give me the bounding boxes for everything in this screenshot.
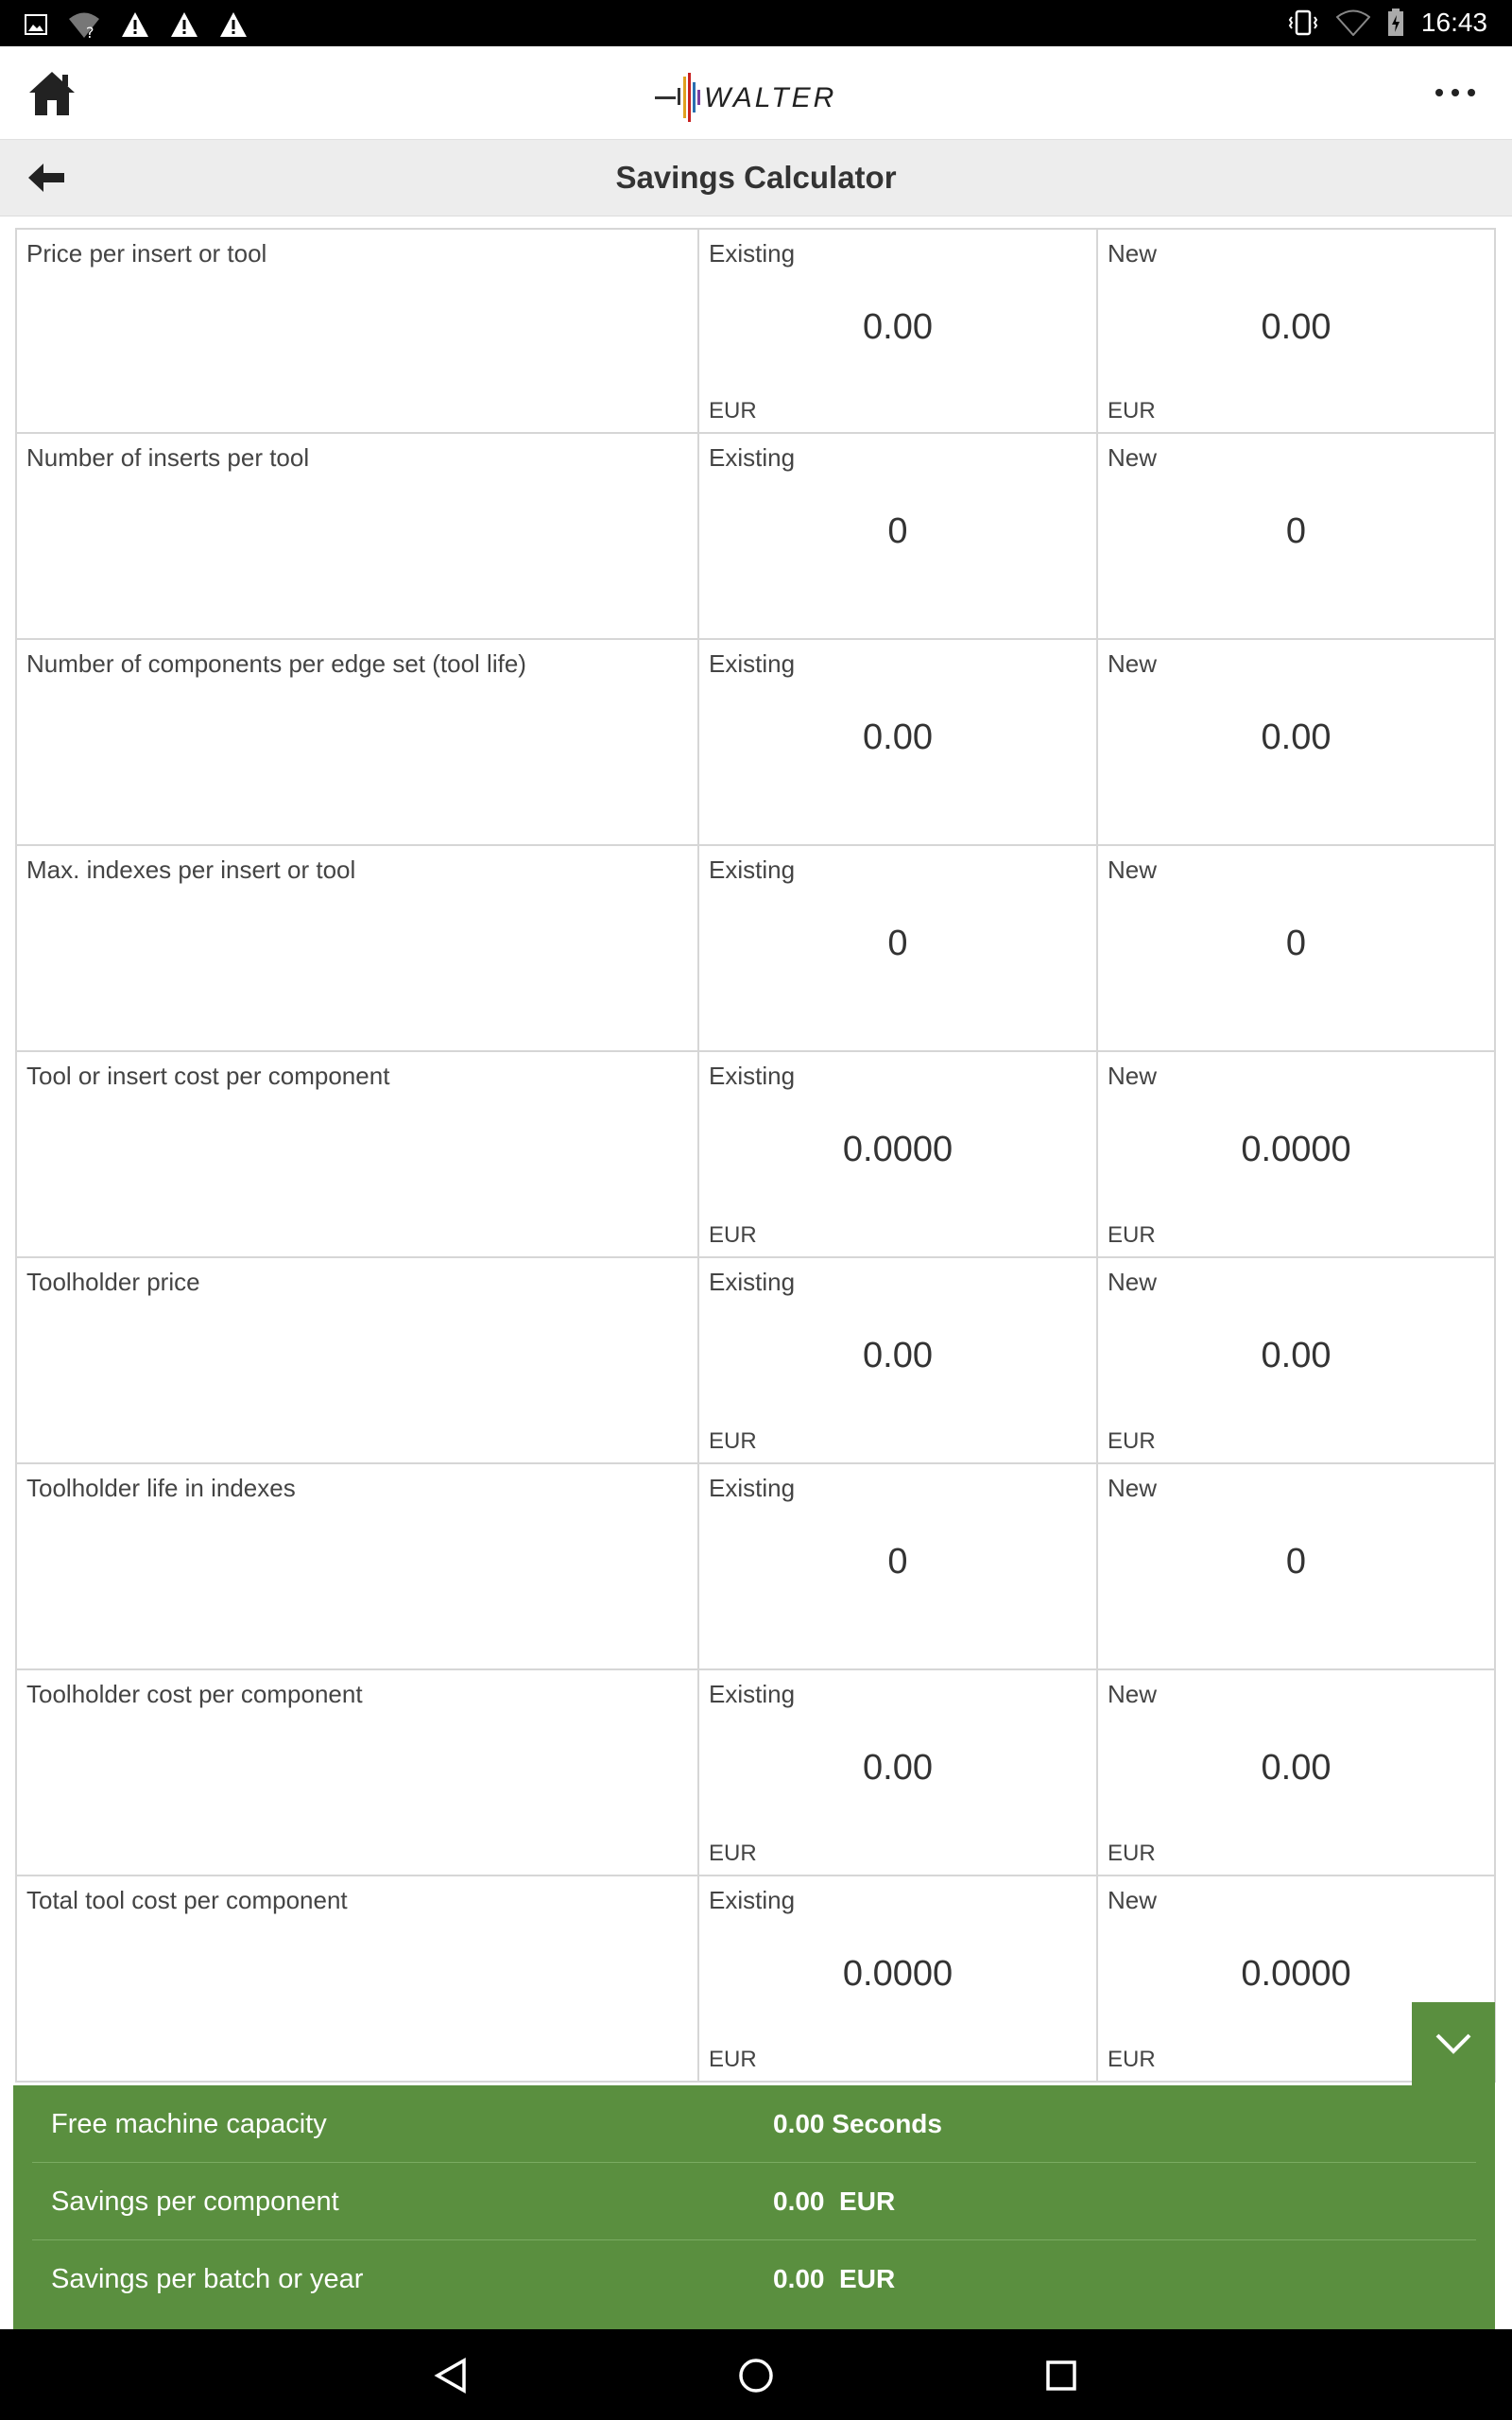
home-circle-icon (737, 2357, 775, 2394)
new-input-cell[interactable] (1096, 846, 1496, 1050)
new-header: New (1108, 856, 1158, 884)
row-label-cell (15, 1670, 697, 1875)
result-row (32, 2085, 1476, 2163)
status-bar-system (1287, 8, 1487, 38)
new-input-cell[interactable] (1096, 1258, 1496, 1462)
existing-input-cell[interactable] (697, 640, 1096, 844)
back-triangle-icon (432, 2357, 470, 2394)
existing-header: Existing (709, 239, 796, 268)
existing-value[interactable]: 0 (887, 1542, 908, 1582)
clock: 16:43 (1420, 8, 1487, 37)
currency-unit: EUR (1108, 1841, 1156, 1866)
existing-input-cell[interactable] (697, 1670, 1096, 1875)
row-label-cell (15, 1876, 697, 2081)
new-value[interactable]: 0.0000 (1241, 1130, 1351, 1169)
result-row (32, 2163, 1476, 2240)
wifi-icon (1336, 8, 1370, 38)
more-menu-button[interactable] (1425, 71, 1486, 114)
row-label-cell (15, 640, 697, 844)
new-value[interactable]: 0.00 (1261, 1336, 1332, 1375)
table-row (15, 1052, 1496, 1258)
existing-input-cell[interactable] (697, 230, 1096, 432)
row-label: Toolholder life in indexes (26, 1474, 296, 1502)
nav-back-button[interactable] (427, 2352, 474, 2399)
nav-recents-button[interactable] (1038, 2352, 1085, 2399)
row-label: Price per insert or tool (26, 239, 267, 268)
page-title: Savings Calculator (615, 160, 897, 195)
existing-header: Existing (709, 1474, 796, 1502)
table-row (15, 1258, 1496, 1464)
row-label: Total tool cost per component (26, 1886, 348, 1914)
svg-text:?: ? (86, 24, 94, 39)
row-label-cell (15, 1464, 697, 1668)
new-header: New (1108, 1474, 1158, 1502)
new-value[interactable]: 0 (1285, 511, 1307, 551)
table-row (15, 640, 1496, 846)
row-label: Number of inserts per tool (26, 443, 310, 472)
row-label: Tool or insert cost per component (26, 1062, 390, 1090)
new-input-cell[interactable] (1096, 640, 1496, 844)
existing-header: Existing (709, 443, 796, 472)
currency-unit: EUR (709, 1841, 757, 1866)
currency-unit: EUR (709, 398, 757, 424)
vibrate-icon (1287, 8, 1319, 38)
existing-header: Existing (709, 1268, 796, 1296)
recents-square-icon (1044, 2359, 1078, 2393)
existing-value[interactable]: 0.0000 (842, 1954, 954, 1994)
results-panel (13, 2085, 1495, 2329)
new-value[interactable]: 0 (1285, 1542, 1307, 1582)
new-value[interactable]: 0.00 (1261, 1748, 1332, 1788)
new-header: New (1108, 1268, 1158, 1296)
existing-value[interactable]: 0.00 (863, 1336, 933, 1375)
battery-charging-icon (1387, 8, 1404, 38)
new-header: New (1108, 1062, 1158, 1090)
currency-unit: EUR (709, 1428, 757, 1454)
new-value[interactable]: 0.00 (1261, 307, 1332, 347)
new-input-cell[interactable] (1096, 230, 1496, 432)
row-label-cell (15, 230, 697, 432)
currency-unit: EUR (1108, 1428, 1156, 1454)
existing-value[interactable]: 0.00 (863, 307, 933, 347)
existing-input-cell[interactable] (697, 1052, 1096, 1256)
arrow-left-icon (26, 161, 68, 195)
svg-text:WALTER: WALTER (704, 82, 837, 113)
existing-input-cell[interactable] (697, 1258, 1096, 1462)
system-nav-bar (0, 2329, 1512, 2420)
row-label-cell (15, 1052, 697, 1256)
table-row (15, 846, 1496, 1052)
existing-header: Existing (709, 1680, 796, 1708)
existing-header: Existing (709, 856, 796, 884)
table-row (15, 1464, 1496, 1670)
currency-unit: EUR (1108, 398, 1156, 424)
home-button[interactable] (26, 69, 77, 118)
row-label: Number of components per edge set (tool life) (26, 649, 526, 678)
row-label-cell (15, 1258, 697, 1462)
existing-value[interactable]: 0.00 (863, 1748, 933, 1788)
results-collapse-button[interactable] (1412, 2002, 1495, 2085)
table-row (15, 1876, 1496, 2083)
currency-unit: EUR (709, 1222, 757, 1248)
table-row (15, 228, 1496, 434)
walter-logo (655, 69, 857, 122)
row-label: Max. indexes per insert or tool (26, 856, 356, 884)
new-header: New (1108, 1886, 1158, 1914)
new-header: New (1108, 443, 1158, 472)
new-header: New (1108, 1680, 1158, 1708)
existing-value[interactable]: 0.0000 (842, 1130, 954, 1169)
new-input-cell[interactable] (1096, 1052, 1496, 1256)
warning-icon (121, 9, 149, 40)
status-bar (0, 0, 1512, 46)
row-label: Toolholder cost per component (26, 1680, 363, 1708)
existing-value[interactable]: 0.00 (863, 717, 933, 757)
warning-icon (170, 9, 198, 40)
currency-unit: EUR (709, 2047, 757, 2072)
existing-value[interactable]: 0 (887, 924, 908, 963)
new-value[interactable]: 0.0000 (1241, 1954, 1351, 1994)
existing-header: Existing (709, 649, 796, 678)
new-value[interactable]: 0.00 (1261, 717, 1332, 757)
calculator-table (15, 228, 1496, 2083)
result-value: 0.00 Seconds (773, 2109, 942, 2138)
result-value: 0.00 EUR (773, 2187, 896, 2216)
currency-unit: EUR (1108, 1222, 1156, 1248)
back-button[interactable] (26, 161, 68, 195)
existing-input-cell[interactable] (697, 846, 1096, 1050)
new-input-cell[interactable] (1096, 1670, 1496, 1875)
new-input-cell[interactable] (1096, 434, 1496, 638)
table-row (15, 1670, 1496, 1876)
chevron-down-icon (1435, 2032, 1472, 2055)
existing-header: Existing (709, 1886, 796, 1914)
existing-header: Existing (709, 1062, 796, 1090)
result-label: Savings per component (51, 2187, 339, 2217)
row-label-cell (15, 434, 697, 638)
existing-value[interactable]: 0 (887, 511, 908, 551)
app-bar (0, 46, 1512, 139)
status-bar-notifications (25, 9, 248, 40)
nav-home-button[interactable] (732, 2352, 780, 2399)
existing-input-cell[interactable] (697, 1876, 1096, 2081)
new-value[interactable]: 0 (1285, 924, 1307, 963)
existing-input-cell[interactable] (697, 1464, 1096, 1668)
new-header: New (1108, 239, 1158, 268)
warning-icon (219, 9, 248, 40)
image-icon (25, 9, 47, 40)
wifi-question-icon (68, 9, 100, 40)
row-label-cell (15, 846, 697, 1050)
existing-input-cell[interactable] (697, 434, 1096, 638)
title-bar (0, 139, 1512, 216)
result-row (32, 2240, 1476, 2318)
result-label: Savings per batch or year (51, 2264, 364, 2294)
more-horizontal-icon (1435, 89, 1475, 96)
result-label: Free machine capacity (51, 2109, 327, 2139)
table-row (15, 434, 1496, 640)
new-input-cell[interactable] (1096, 1464, 1496, 1668)
currency-unit: EUR (1108, 2047, 1156, 2072)
new-header: New (1108, 649, 1158, 678)
row-label: Toolholder price (26, 1268, 200, 1296)
home-icon (26, 69, 77, 118)
result-value: 0.00 EUR (773, 2264, 896, 2293)
